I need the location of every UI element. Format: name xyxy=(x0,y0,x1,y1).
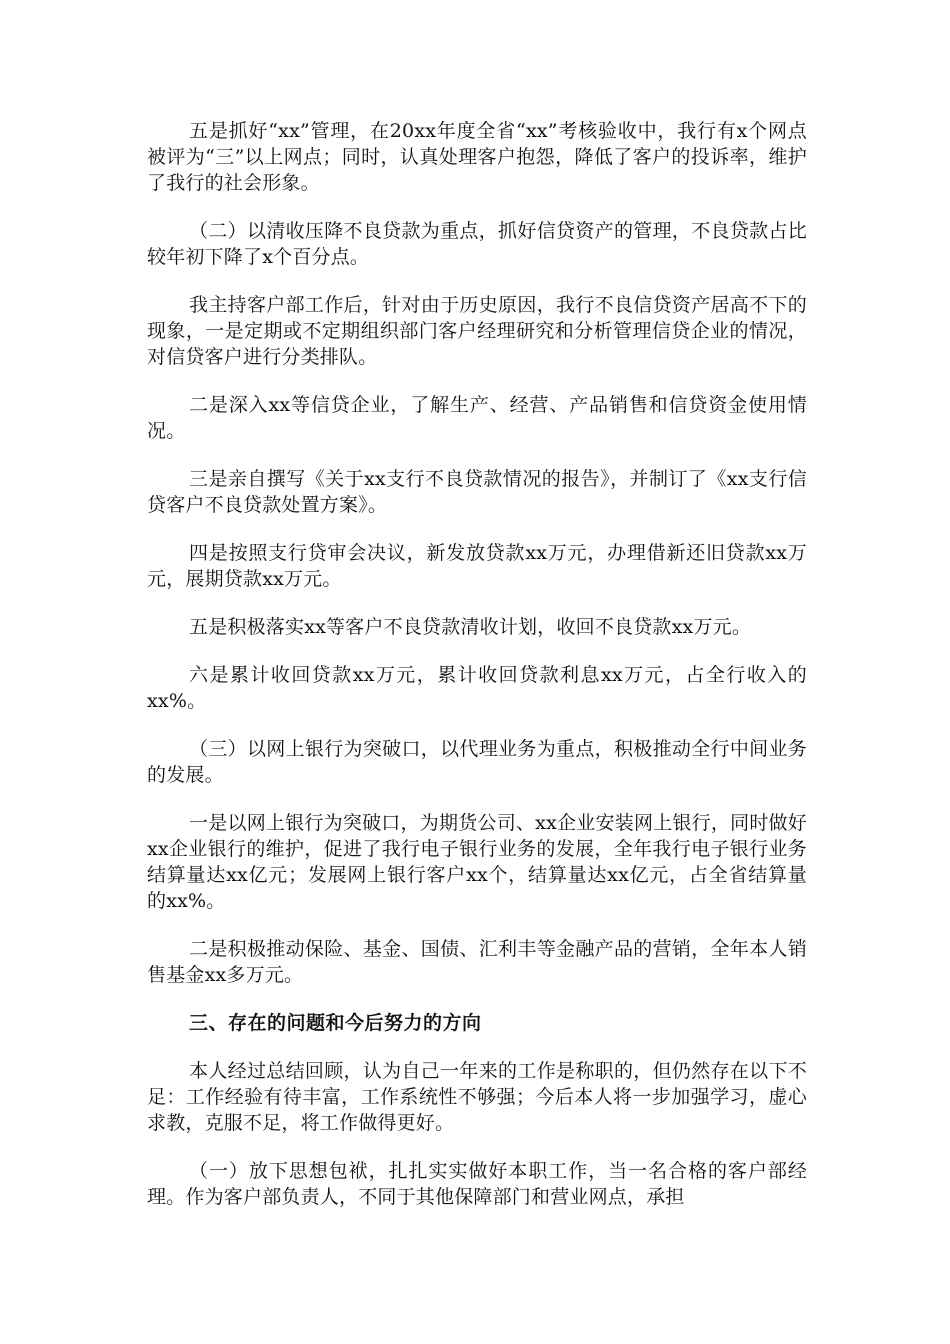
paragraph: 五是抓好“xx”管理，在20xx年度全省“xx”考核验收中，我行有x个网点被评为“三”以上网点；同时，认真处理客户抱怨，降低了客户的投诉率，维护了我行的社会形象。 xyxy=(147,120,807,194)
paragraph: 六是累计收回贷款xx万元，累计收回贷款利息xx万元，占全行收入的xx%。 xyxy=(147,664,807,712)
paragraph: 本人经过总结回顾，认为自己一年来的工作是称职的，但仍然存在以下不足：工作经验有待丰富，工作系统性不够强；今后本人将一步加强学习，虚心求教，克服不足，将工作做得更好。 xyxy=(147,1060,807,1134)
paragraph: （一）放下思想包袱，扎扎实实做好本职工作，当一名合格的客户部经理。作为客户部负责人，不同于其他保障部门和营业网点，承担 xyxy=(147,1160,807,1208)
document-page xyxy=(147,118,807,1232)
paragraph: 一是以网上银行为突破口，为期货公司、xx企业安装网上银行，同时做好xx企业银行的维护，促进了我行电子银行业务的发展，全年我行电子银行业务结算量达xx亿元；发展网上银行客户xx个，结算量达xx亿元，占全省结算量的xx%。 xyxy=(147,812,807,912)
paragraph: （三）以网上银行为突破口，以代理业务为重点，积极推动全行中间业务的发展。 xyxy=(147,738,807,786)
paragraph: 二是积极推动保险、基金、国债、汇利丰等金融产品的营销，全年本人销售基金xx多万元。 xyxy=(147,938,807,986)
paragraph: 四是按照支行贷审会决议，新发放贷款xx万元，办理借新还旧贷款xx万元，展期贷款xx万元。 xyxy=(147,542,807,590)
section-heading: 三、存在的问题和今后努力的方向 xyxy=(189,1012,482,1034)
paragraph: 五是积极落实xx等客户不良贷款清收计划，收回不良贷款xx万元。 xyxy=(189,616,752,638)
paragraph: 三是亲自撰写《关于xx支行不良贷款情况的报告》，并制订了《xx支行信贷客户不良贷款处置方案》。 xyxy=(147,468,807,516)
paragraph: 我主持客户部工作后，针对由于历史原因，我行不良信贷资产居高不下的现象，一是定期或不定期组织部门客户经理研究和分析管理信贷企业的情况，对信贷客户进行分类排队。 xyxy=(147,294,807,368)
paragraph: 二是深入xx等信贷企业，了解生产、经营、产品销售和信贷资金使用情况。 xyxy=(147,394,807,442)
paragraph: （二）以清收压降不良贷款为重点，抓好信贷资产的管理，不良贷款占比较年初下降了x个百分点。 xyxy=(147,220,807,268)
